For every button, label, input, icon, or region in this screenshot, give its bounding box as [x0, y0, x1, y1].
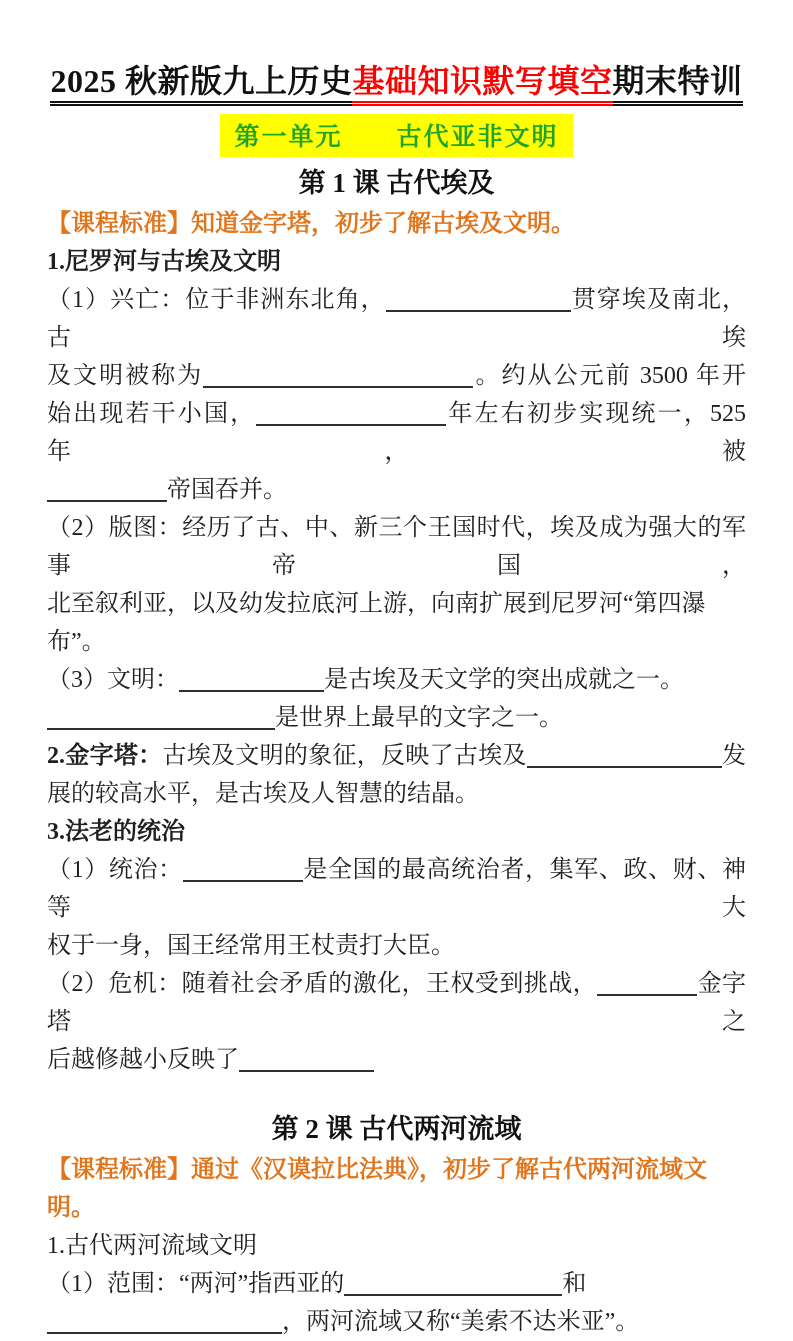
body-text: 1.古代两河流域文明: [47, 1233, 257, 1259]
body-text: 权于一身，国王经常用王杖责打大臣。: [47, 933, 455, 959]
body-text: 2.金字塔：: [47, 743, 163, 769]
body-line: [47, 357, 746, 395]
body-text: 金字塔之: [47, 971, 746, 1035]
body-text: 展的较高水平，是古埃及人智慧的结晶。: [47, 781, 479, 807]
fill-in-blank: [47, 702, 275, 730]
fill-in-blank: [256, 398, 446, 426]
body-text: 及文明被称为: [47, 363, 204, 389]
body-text: 和: [562, 1271, 587, 1297]
body-line: [47, 737, 746, 775]
body-line: [47, 1227, 746, 1265]
body-text: （1）兴亡：位于非洲东北角，: [47, 287, 386, 313]
body-text: 是全国的最高统治者，集军、政、财、神等大: [47, 857, 746, 921]
body-text: ，两河流域又称“美索不达米亚”。: [282, 1309, 640, 1335]
body-text: 古埃及文明的象征，反映了古埃及: [162, 743, 527, 769]
body-line: [47, 965, 746, 1041]
body-text: 年左右初步实现统一，525 年，被: [47, 401, 746, 465]
body-text: 北至叙利亚，以及幼发拉底河上游，向南扩展到尼罗河“第四瀑布”。: [47, 591, 706, 655]
body-text: 帝国吞并。: [167, 477, 287, 503]
fill-in-blank: [179, 664, 324, 692]
fill-in-blank: [527, 740, 722, 768]
body-text: 1.尼罗河与古埃及文明: [47, 249, 281, 275]
course-standard: 【课程标准】通过《汉谟拉比法典》，初步了解古代两河流域文明。: [47, 1157, 707, 1221]
body-text: 。约从公元前 3500 年开: [473, 363, 746, 389]
body-line: [47, 471, 746, 509]
fill-in-blank: [47, 474, 167, 502]
body-line: [47, 813, 746, 851]
body-line: [47, 395, 746, 471]
body-line: [47, 699, 746, 737]
fill-in-blank: [47, 1306, 282, 1334]
body-line: [47, 1303, 746, 1341]
body-text: 是世界上最早的文字之一。: [275, 705, 563, 731]
body-text: （2）版图：经历了古、中、新三个王国时代，埃及成为强大的军事帝国，: [47, 515, 746, 579]
body-text: 发: [721, 743, 746, 769]
fill-in-blank: [183, 854, 303, 882]
fill-in-blank: [386, 284, 571, 312]
body-text: 后越修越小反映了: [47, 1047, 239, 1073]
body-line: [47, 243, 746, 281]
body-line: [47, 851, 746, 927]
body-line: [47, 775, 746, 813]
page-title: [47, 56, 746, 102]
body-text: （1）范围：“两河”指西亚的: [47, 1271, 345, 1297]
body-text: 始出现若干小国，: [47, 401, 257, 427]
fill-in-blank: [597, 968, 697, 996]
worksheet-content: [47, 56, 746, 1341]
lesson-heading: 第 2 课 古代两河流域: [271, 1114, 522, 1144]
fill-in-blank: [203, 360, 473, 388]
body-line: [47, 1041, 746, 1079]
body-line: [47, 281, 746, 357]
body-line: [47, 585, 746, 661]
body-line: [47, 1265, 746, 1303]
page-title-segment: 期末特训: [613, 63, 743, 106]
course-standard: 【课程标准】知道金字塔，初步了解古埃及文明。: [47, 211, 575, 237]
body-text: 3.法老的统治: [47, 819, 185, 845]
unit-banner-row: [47, 114, 746, 157]
page-title-segment: 2025 秋新版九上历史: [50, 63, 352, 106]
body-line: [47, 661, 746, 699]
body-text: 贯穿埃及南北，古埃: [47, 287, 746, 351]
fill-in-blank: [344, 1268, 562, 1296]
body-text: （2）危机：随着社会矛盾的激化，王权受到挑战，: [47, 971, 598, 997]
page-title-highlight-segment: 基础知识默写填空: [352, 63, 612, 106]
unit-banner: 第一单元 古代亚非文明: [220, 114, 572, 157]
body-text: （3）文明：: [47, 667, 179, 693]
body-line: [47, 509, 746, 585]
body-text: （1）统治：: [47, 857, 183, 883]
body-text: 是古埃及天文学的突出成就之一。: [324, 667, 684, 693]
lesson-heading: 第 1 课 古代埃及: [298, 168, 495, 198]
fill-in-blank: [239, 1044, 374, 1072]
body-line: [47, 927, 746, 965]
spacer: [47, 1079, 746, 1107]
